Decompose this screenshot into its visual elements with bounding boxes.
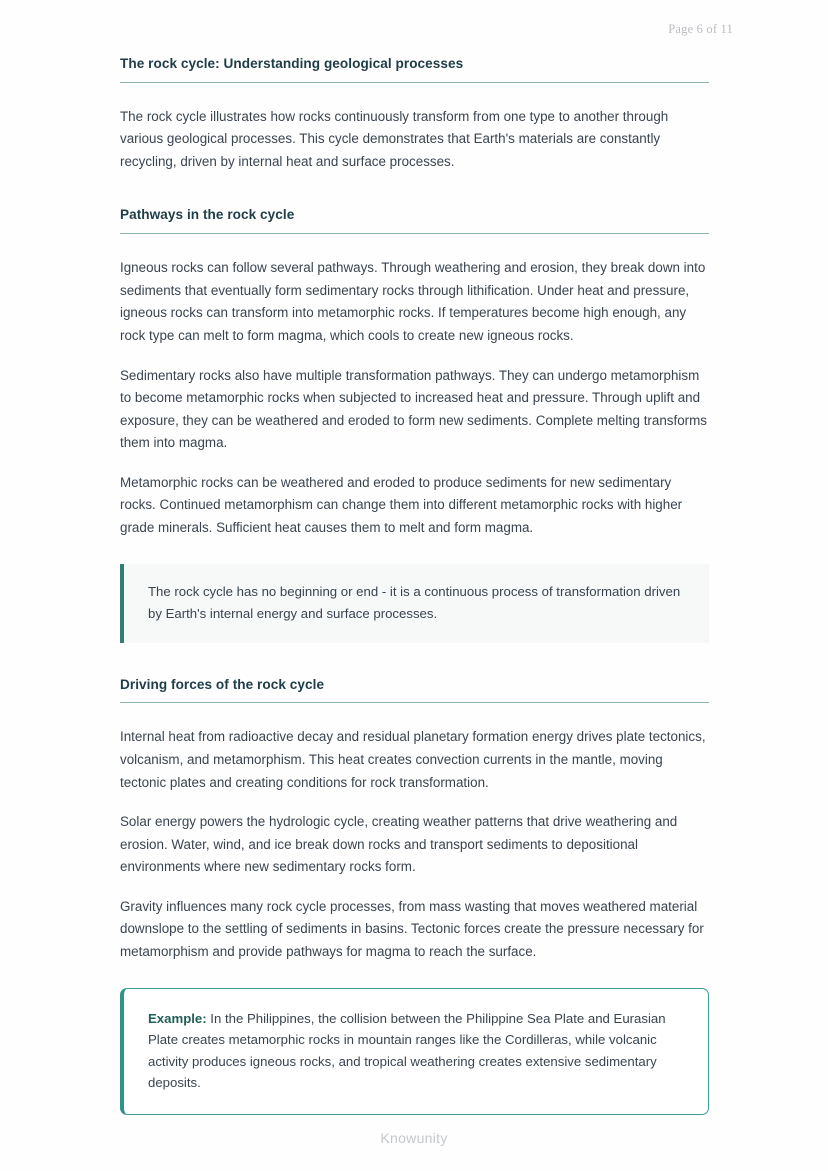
section-title-pathways: Pathways in the rock cycle [120,206,709,234]
paragraph-sedimentary-pathways: Sedimentary rocks also have multiple transformation pathways. They can undergo metamorphism to become metamorphic rocks when subjected to increased heat and pressure. Through uplift and exposure, they can be weathered and eroded to form new sediments. Complete melting transforms them into magma. [120,367,707,451]
section-heading-block-3 [120,676,709,704]
section-title-rock-cycle: The rock cycle: Understanding geological processes [120,55,709,83]
footer-brand: Knowunity [380,1130,448,1146]
example-callout-box [120,988,709,1115]
paragraph-rock-cycle-intro: The rock cycle illustrates how rocks continuously transform from one type to another through various geological processes. This cycle demonstrates that Earth's materials are constantly recycling, driven by internal heat and surface processes. [120,108,669,169]
paragraph-metamorphic-pathways: Metamorphic rocks can be weathered and eroded to produce sediments for new sedimentary rocks. Continued metamorphism can change them into different metamorphic rocks with higher grade minerals. Sufficient heat causes them to melt and form magma. [120,474,683,536]
paragraph-solar-energy: Solar energy powers the hydrologic cycle, creating weather patterns that drive weathering and erosion. Water, wind, and ice break down rocks and transport sediments to depositional environments where new sedimentary rocks form. [120,814,678,875]
quote-callout [120,564,709,643]
example-label: Example: [148,1010,207,1026]
paragraph-gravity: Gravity influences many rock cycle processes, from mass wasting that moves weathered material downslope to the settling of sediments in basins. Tectonic forces create the pressure necessary for metamorphism and provide pathways for magma to reach the surface. [120,898,704,960]
paragraph-igneous-pathways: Igneous rocks can follow several pathways. Through weathering and erosion, they break down into sediments that eventually form sedimentary rocks through lithification. Under heat and pressure, igneous rocks can transform into metamorphic rocks. If temperatures become high enough, any rock type can melt to form magma, which cools to create new igneous rocks. [120,260,706,343]
paragraph-internal-heat: Internal heat from radioactive decay and residual planetary formation energy drives plate tectonics, volcanism, and metamorphism. This heat creates convection currents in the mantle, moving tectonic plates and creating conditions for rock transformation. [120,729,706,790]
example-text: In the Philippines, the collision between the Philippine Sea Plate and Eurasian Plate creates metamorphic rocks in mountain ranges like the Cordilleras, while volcanic activity produces igneous rocks, and tropical weathering creates extensive sedimentary deposits. [148,1010,666,1091]
section-heading-block-1 [120,55,709,83]
quote-callout-text: The rock cycle has no beginning or end - it is a continuous process of transformation driven by Earth's internal energy and surface processes. [148,583,681,621]
section-title-driving-forces: Driving forces of the rock cycle [120,676,709,704]
section-heading-block-2 [120,206,709,234]
document-content [120,55,709,1115]
page-number-indicator: Page 6 of 11 [668,22,733,36]
example-callout-paragraph [148,1008,684,1094]
